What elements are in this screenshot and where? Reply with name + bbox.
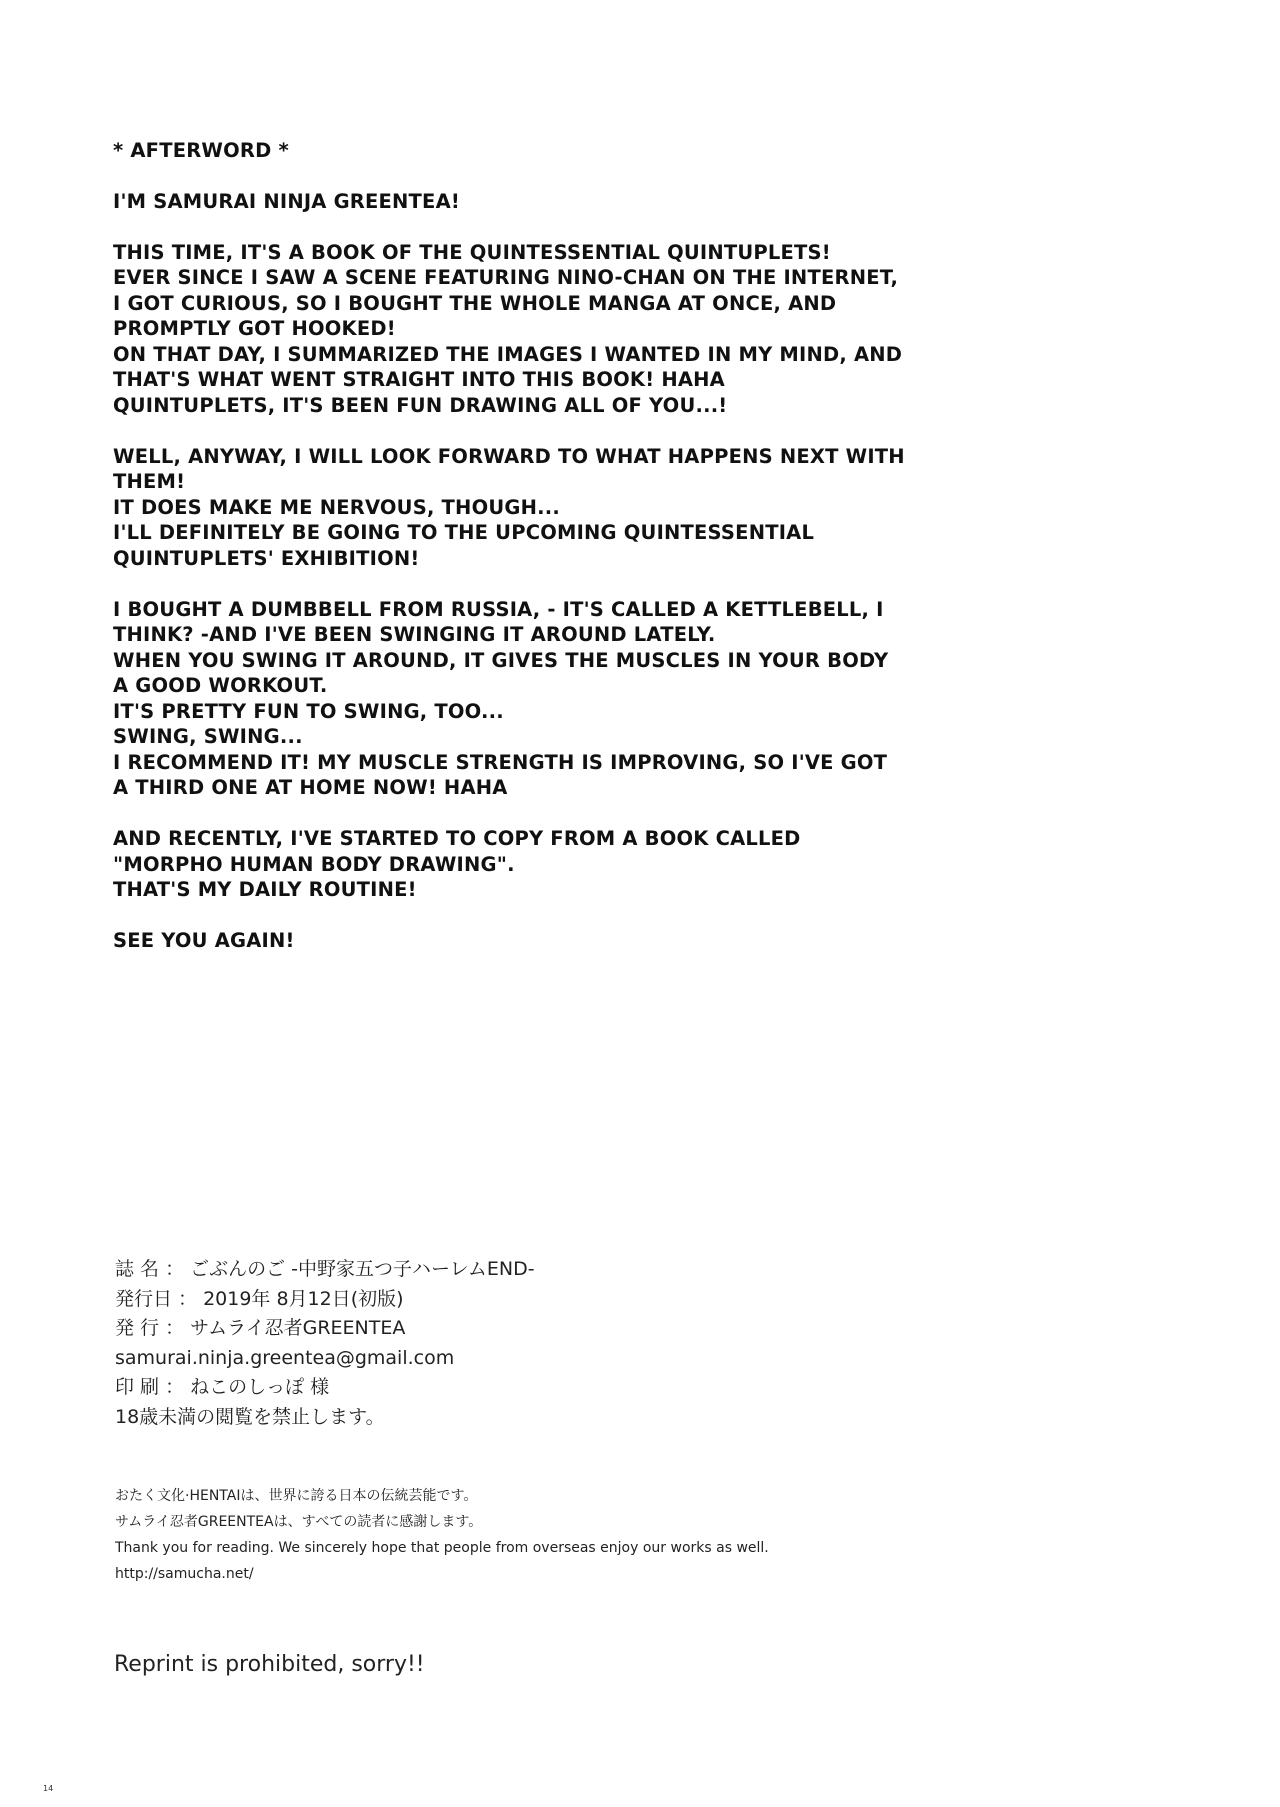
- afterword-line: THINK? -AND I'VE BEEN SWINGING IT AROUND LATELY.: [113, 623, 716, 646]
- afterword-line: SEE YOU AGAIN!: [113, 929, 295, 952]
- note-line: おたく文化·HENTAIは、世界に誇る日本の伝統芸能です。: [115, 1488, 478, 1504]
- colophon-row: 発 行 ： サムライ忍者GREENTEA: [115, 1317, 406, 1339]
- afterword-paragraph: [113, 444, 905, 572]
- colophon-row: 誌 名 ： ごぶんのご -中野家五つ子ハーレムEND-: [115, 1258, 535, 1280]
- afterword-line: QUINTUPLETS, IT'S BEEN FUN DRAWING ALL OF YOU...!: [113, 393, 728, 417]
- afterword-line: I'M SAMURAI NINJA GREENTEA!: [113, 189, 460, 213]
- afterword-line: WELL, ANYWAY, I WILL LOOK FORWARD TO WHAT HAPPENS NEXT WITH: [113, 444, 905, 468]
- afterword-line: EVER SINCE I SAW A SCENE FEATURING NINO-CHAN ON THE INTERNET,: [113, 266, 899, 289]
- afterword-line: IT DOES MAKE ME NERVOUS, THOUGH...: [113, 495, 560, 519]
- afterword-line: I'LL DEFINITELY BE GOING TO THE UPCOMING QUINTESSENTIAL: [113, 521, 815, 544]
- afterword-line: AND RECENTLY, I'VE STARTED TO COPY FROM A BOOK CALLED: [113, 827, 801, 850]
- colophon-row: 18歳未満の閲覧を禁止します。: [115, 1405, 385, 1428]
- colophon: [115, 1255, 535, 1432]
- afterword-line: PROMPTLY GOT HOOKED!: [113, 317, 396, 340]
- afterword-heading: * AFTERWORD *: [113, 139, 289, 162]
- afterword-paragraph: [113, 826, 893, 903]
- colophon-row: 印 刷 ： ねこのしっぽ 様: [115, 1376, 330, 1398]
- afterword-line: "MORPHO HUMAN BODY DRAWING".: [113, 852, 515, 876]
- afterword-line: A GOOD WORKOUT.: [113, 674, 328, 697]
- colophon-row: 発行日 ： 2019年 8月12日(初版): [115, 1287, 404, 1310]
- afterword-line: I GOT CURIOUS, SO I BOUGHT THE WHOLE MANGA AT ONCE, AND: [113, 291, 837, 315]
- afterword-paragraph: [113, 189, 893, 215]
- afterword-paragraph: [113, 597, 893, 801]
- afterword-line: THIS TIME, IT'S A BOOK OF THE QUINTESSENTIAL QUINTUPLETS!: [113, 240, 831, 264]
- afterword-body: [113, 189, 905, 954]
- reprint-notice: Reprint is prohibited, sorry!!: [114, 1652, 425, 1677]
- afterword-section: [113, 138, 905, 979]
- afterword-line: THAT'S MY DAILY ROUTINE!: [113, 878, 417, 901]
- note-line: サムライ忍者GREENTEAは、すべての読者に感謝します。: [115, 1514, 483, 1530]
- page-number: 14: [43, 1784, 54, 1793]
- afterword-line: IT'S PRETTY FUN TO SWING, TOO...: [113, 699, 504, 723]
- colophon-row: samurai.ninja.greentea@gmail.com: [115, 1346, 455, 1369]
- afterword-line: ON THAT DAY, I SUMMARIZED THE IMAGES I WANTED IN MY MIND, AND: [113, 342, 903, 366]
- website-link[interactable]: http://samucha.net/: [115, 1566, 254, 1582]
- afterword-line: I RECOMMEND IT! MY MUSCLE STRENGTH IS IMPROVING, SO I'VE GOT: [113, 750, 888, 774]
- afterword-line: WHEN YOU SWING IT AROUND, IT GIVES THE MUSCLES IN YOUR BODY: [113, 648, 889, 672]
- afterword-line: I BOUGHT A DUMBBELL FROM RUSSIA, - IT'S CALLED A KETTLEBELL, I: [113, 597, 884, 621]
- afterword-line: QUINTUPLETS' EXHIBITION!: [113, 546, 420, 570]
- afterword-paragraph: [113, 240, 903, 419]
- afterword-line: THEM!: [113, 470, 186, 493]
- closing-notes: [115, 1483, 769, 1587]
- afterword-line: THAT'S WHAT WENT STRAIGHT INTO THIS BOOK! HAHA: [113, 368, 725, 391]
- afterword-line: A THIRD ONE AT HOME NOW! HAHA: [113, 776, 508, 799]
- afterword-paragraph: [113, 928, 893, 954]
- note-line: Thank you for reading. We sincerely hope that people from overseas enjoy our works as well.: [115, 1540, 769, 1556]
- afterword-line: SWING, SWING...: [113, 725, 303, 748]
